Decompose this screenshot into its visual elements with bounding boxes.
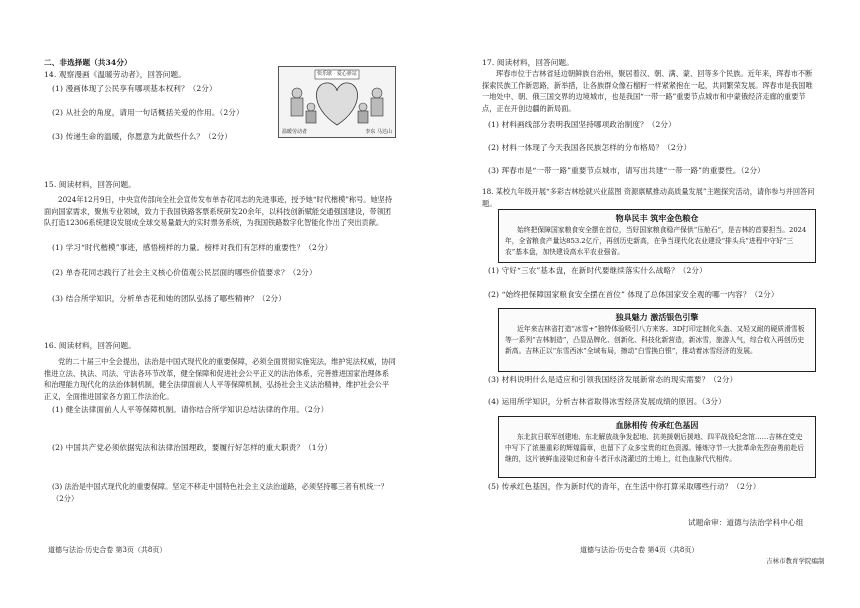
q17-material: 珲春市位于吉林省延边朝鲜族自治州，聚居着汉、朝、满、蒙、回等多个民族。近年来，珲春市不断探索民族工作新思路，新举措，让各族群众像石榴籽一样紧紧抱在一起，共同繁荣发展。珲春市是我国唯一地处中、朝、俄三国交界的边境城市，也是我国“一带一路”重要节点城市和中蒙俄经济走廊的重要节点，正在开创边疆的新局面。 bbox=[482, 69, 813, 113]
cartoon-caption-authors: 李东 马达山 bbox=[365, 129, 392, 135]
q16-material: 党的二十届三中全会提出，法治是中国式现代化的重要保障，必须全面贯彻实施宪法，维护宪法权威，协同推进立法、执法、司法、守法各环节改革，健全保障和促进社会公平正义的法治体系，完善推进国家治理体系和治理能力现代化的法治体制机制，健全法律面前人人平等保障机制，弘扬社会主义法治精神，维护社会公平正义，全面推进国家各方面工作法治化。 bbox=[44, 357, 396, 401]
material-box-red-gene bbox=[498, 416, 816, 478]
cartoon-caption-title: 温暖劳动者 bbox=[282, 129, 308, 135]
q17-sub1: (1) 材料画线部分表明我国坚持哪项政治制度？（2分） bbox=[488, 120, 676, 129]
cartoon-image bbox=[278, 66, 396, 138]
q15-sub3: (3) 结合所学知识，分析单杏花和她的团队弘扬了哪些精神？（2分） bbox=[52, 294, 286, 303]
q18-sub5: (5) 传承红色基因，作为新时代的青年，在生活中你打算采取哪些行动？（2分） bbox=[488, 482, 761, 491]
q17-stem: 17. 阅读材料，回答问题。 bbox=[482, 58, 574, 67]
q15-stem: 15. 阅读材料，回答问题。 bbox=[44, 180, 136, 189]
q17-sub2: (2) 材料一体现了今天我国各民族怎样的分布格局？（2分） bbox=[488, 143, 692, 152]
box-red-gene-text: 东北抗日联军创建地、东北解放战争发起地、抗美援朝后援地、四平战役纪念馆……吉林在党史中写下了浓墨重彩的辉煌篇章，也留下了众多宝贵的红色资源。锤炼守节一大批革命先烈奋勇前赴后继的，这片被鲜血浸染过和奋斗者汗水浇灌过的土地上，红色血脉代代相传。 bbox=[505, 433, 805, 463]
publisher-note: 吉林市教育学院编制 bbox=[766, 557, 825, 565]
q14-sub3: (3) 传递生命的温暖，你愿意为此做些什么？（2分） bbox=[52, 132, 233, 141]
left-footer: 道德与法治·历史合卷 第3页（共8页） bbox=[48, 546, 167, 554]
q17-sub3: (3) 珲春市是“一带一路”重要节点城市，请写出共建“一带一路”的重要性。（2分） bbox=[488, 166, 765, 175]
cartoon-sign: 快乐歇 · 爱心驿站 bbox=[317, 71, 357, 77]
material-box-grain bbox=[498, 209, 816, 263]
q14-sub2: (2) 从社会的角度，请用一句话概括关爱的作用。（2分） bbox=[52, 108, 244, 117]
material-box-ice-snow bbox=[498, 308, 816, 372]
cartoon-drawing bbox=[279, 67, 395, 137]
box-ice-snow-title: 独具魅力 激活银色引擎 bbox=[615, 312, 699, 322]
q15-sub2: (2) 单杏花同志践行了社会主义核心价值观公民层面的哪些价值要求？（2分） bbox=[52, 268, 317, 277]
q18-sub1: (1) 守好“三农”基本盘，在新时代要继续落实什么战略？（2分） bbox=[488, 266, 707, 275]
q16-stem: 16. 阅读材料，回答问题。 bbox=[44, 341, 136, 350]
right-footer: 道德与法治·历史合卷 第4页（共8页） bbox=[580, 546, 699, 554]
q16-sub2: (2) 中国共产党必须依据宪法和法律治国理政，要履行好怎样的重大职责？（1分） bbox=[52, 443, 333, 452]
q18-sub3: (3) 材料说明什么是适应和引领我国经济发展新常态的现实需要？（2分） bbox=[488, 375, 738, 384]
q18-sub2: (2) “始终把保障国家粮食安全摆在首位” 体现了总体国家安全观的哪一内容？（2分） bbox=[488, 290, 779, 299]
box-ice-snow-text: 近年来吉林省打造“冰雪+”独特体验吸引八方来客。3D打印定制化头盔、又轻又耐的硬质滑雪板等一系列“吉林制造”，凸显品牌化、创新化、科技化新营造，新冰雪，旅游人气，综合收入再创历史新高。吉林正以“东雪西冰”全域布局，擦动“白雪换白银”，推动着冰雪经济的发展。 bbox=[505, 325, 805, 355]
q18-stem: 18. 某校九年级开展“多彩吉林绘就兴业蓝图 资源禀赋推动高质量发展”主题探究活动，请你参与并回答问题。 bbox=[482, 187, 815, 208]
box-grain-text: 始终把保障国家粮食安全摆在首位，当好国家粮食稳产保供“压舱石”，是吉林的首要担当。2024年，全省粮食产量达853.2亿斤，再创历史新高，在争当现代化农业建设“排头兵”进程中守好“三农”基本盘，加快建设高水平农业强省。 bbox=[505, 226, 807, 256]
box-grain-title: 物阜民丰 筑牢金色粮仓 bbox=[615, 213, 699, 223]
q14-stem: 14. 观察漫画《温暖劳动者》，回答问题。 bbox=[44, 70, 186, 79]
q15-material: 2024年12月9日，中央宣传部向全社会宣传发布单杏花同志的先进事迹，授予她“时代楷模”称号。她坚持面向国家需求，聚焦专业领域，致力于我国铁路客票系统研发20余年，以科技创新赋能交通强国建设，带领团队打造12306系统建设发展成全球交易量最大的实时票务系统，为我国铁路数字化智能化作出了突出贡献。 bbox=[44, 195, 393, 227]
right-page bbox=[430, 0, 860, 608]
exam-credit: 试题命审：道德与法治学科中心组 bbox=[688, 518, 804, 527]
q15-sub1: (1) 学习“时代楷模”事迹，感悟榜样的力量。榜样对我们有怎样的重要性？（2分） bbox=[52, 243, 333, 252]
box-red-gene-title: 血脉相传 传承红色基因 bbox=[615, 420, 699, 430]
q16-sub3: (3) 法治是中国式现代化的重要保障。坚定不移走中国特色社会主义法治道路，必须坚持哪三者有机统一？（2分） bbox=[52, 482, 388, 503]
q18-sub4: (4) 运用所学知识，分析吉林省取得冰雪经济发展成绩的原因。（3分） bbox=[488, 397, 726, 406]
q16-sub1: (1) 健全法律面前人人平等保障机制。请你结合所学知识总结法律的作用。（2分） bbox=[52, 405, 329, 414]
section-heading: 二、非选择题（共34分） bbox=[44, 58, 132, 67]
q14-sub1: (1) 漫画体现了公民享有哪项基本权利？（2分） bbox=[52, 84, 217, 93]
